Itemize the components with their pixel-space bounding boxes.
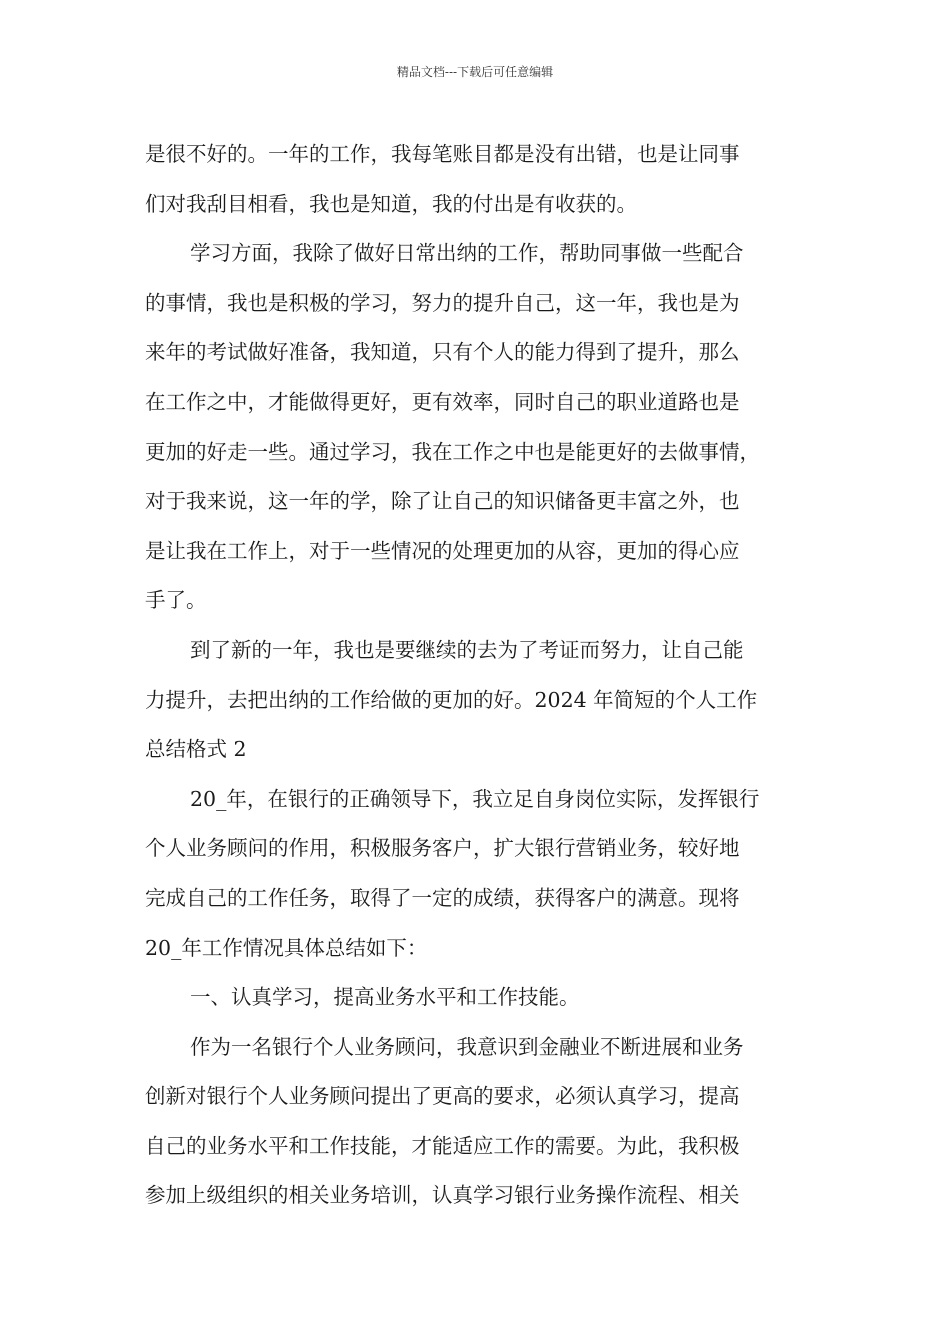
text-line: 总结格式 2 (145, 737, 247, 762)
paragraph-start-line: 学习方面，我除了做好日常出纳的工作，帮助同事做一些配合 (190, 241, 744, 266)
text-line: 们对我刮目相看，我也是知道，我的付出是有收获的。 (145, 191, 637, 216)
paragraph-start-line: 作为一名银行个人业务顾问，我意识到金融业不断进展和业务 (190, 1034, 744, 1059)
text-line: 20_年工作情况具体总结如下： (145, 935, 428, 960)
text-line: 力提升，去把出纳的工作给做的更加的好。2024 年简短的个人工作 (145, 687, 758, 712)
text-line: 在工作之中，才能做得更好，更有效率，同时自己的职业道路也是 (145, 389, 740, 414)
text-line: 完成自己的工作任务，取得了一定的成绩，获得客户的满意。现将 (145, 885, 740, 910)
paragraph-start-line: 20_年，在银行的正确领导下，我立足自身岗位实际，发挥银行 (190, 786, 760, 811)
text-line: 个人业务顾问的作用，积极服务客户，扩大银行营销业务，较好地 (145, 836, 740, 861)
text-line: 参加上级组织的相关业务培训，认真学习银行业务操作流程、相关 (145, 1183, 740, 1208)
text-line: 手了。 (145, 588, 207, 613)
page-header: 精品文档---下载后可任意编辑 (396, 65, 554, 79)
text-line: 来年的考试做好准备，我知道，只有个人的能力得到了提升，那么 (145, 340, 740, 365)
paragraph-start-line: 到了新的一年，我也是要继续的去为了考证而努力，让自己能 (190, 637, 744, 662)
document-body (145, 130, 815, 1221)
text-line: 创新对银行个人业务顾问提出了更高的要求，必须认真学习，提高 (145, 1084, 740, 1109)
text-line: 对于我来说，这一年的学，除了让自己的知识储备更丰富之外，也 (145, 489, 740, 514)
text-line: 更加的好走一些。通过学习，我在工作之中也是能更好的去做事情， (145, 439, 760, 464)
text-line: 是让我在工作上，对于一些情况的处理更加的从容，更加的得心应 (145, 538, 740, 563)
text-line: 是很不好的。一年的工作，我每笔账目都是没有出错，也是让同事 (145, 142, 740, 166)
text-line: 的事情，我也是积极的学习，努力的提升自己，这一年，我也是为 (145, 290, 740, 315)
section-heading: 一、认真学习，提高业务水平和工作技能。 (190, 985, 580, 1010)
text-line: 自己的业务水平和工作技能，才能适应工作的需要。为此，我积极 (145, 1133, 740, 1158)
